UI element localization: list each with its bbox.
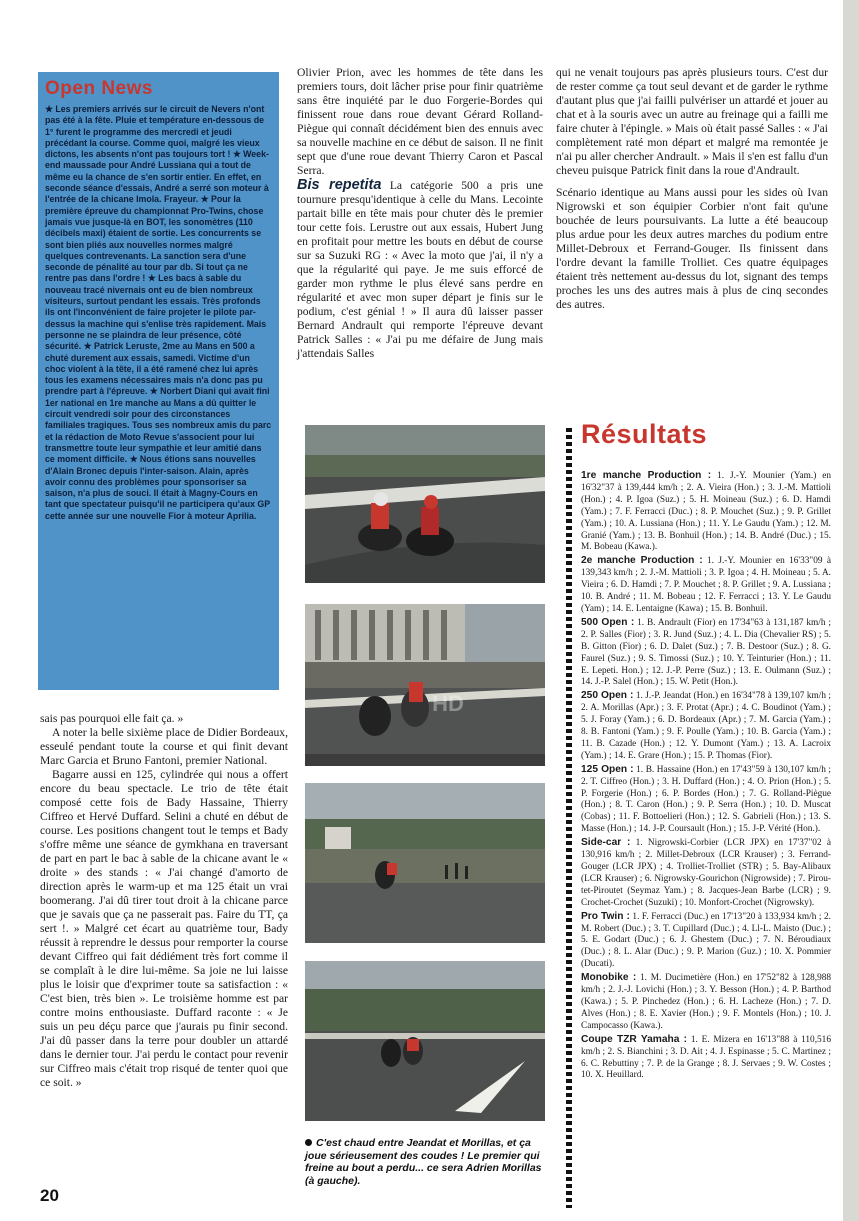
result-item: Monobike : 1. M. Ducimetière (Hon.) en 17'52"82 à 128,988 km/h ; 2. J.-J. Lovichi (Hon.) ; 3. Y. Besson (Hon.) ; 4. P. Barthod (Kawa.) ; 5. P. Pinchedez (Hon.) ; 6. H. Lacheze (Hon.) ; 7. D. Alves (Hon.) ; 8. E. Xavier (Hon.) ; 9. F. Montels (Hon.) ; 10. J. Campocasso (Kawa.). xyxy=(581,972,832,1031)
bullet-icon xyxy=(305,1139,312,1146)
result-item: Pro Twin : 1. F. Ferracci (Duc.) en 17'13"20 à 133,934 km/h ; 2. M. Robert (Duc.) ; 3. T. Cupillard (Duc.) ; 4. Ll-L. Maisto (Duc.) ; 5. E. Godart (Duc.) ; 6. J. Ghestem (Duc.) ; 7. N. Béroudiaux (Duc.) ; 8. L. Alar (Duc.) ; 9. P. Marion (Guz.) ; 10. X. Pommier (Ducati). xyxy=(581,910,831,970)
caption-text: C'est chaud entre Jeandat et Morillas, et ça joue sérieusement des coudes ! Le premier qui freine au bout a perdu... ce sera Adrien Morillas (à gauche). xyxy=(305,1137,542,1187)
col2-paragraph-2: La catégorie 500 a pris une tournure presqu'identique à celle du Mans. Lecointe partait bille en tête mais pour chuter dès le premier tour cette fois. Lerustre out aux essais, Hubert Jung en profitait pour mettre les bouts en début de course sur sa Suzuki RG : « Avec la moto que j'ai, il n'y a que la régularité qui paye. Je me suis efforcé de garder mon rythme le plus élevé sans perdre en régularité et avec mon super départ je finis sur le podium, c'est génial ! » Il aura dû laisser passer Bernard Andrault qui remporte l'épreuve devant Patrick Salles : « J'ai pu me défaire de Jung mais j'attendais Salles xyxy=(297,179,543,360)
results-title: Résultats xyxy=(581,419,708,449)
article-column-2 xyxy=(297,66,543,369)
result-item: 125 Open : 1. B. Hassaine (Hon.) en 17'43"59 à 130,107 km/h ; 2. T. Ciffreo (Hon.) ; 3. H. Duffard (Hon.) ; 4. O. Prion (Hon.) ; 5. P. Forgerie (Hon.) ; 6. P. Bordes (Hon.) ; 7. G. Rolland-Piègue (Hon.) ; 8. T. Caron (Hon.) ; 9. P. Serra (Hon.) ; 10. D. Muscat (Cobas) ; 11. F. Bottoelieri (Hon.) ; 12. S. Gabrieli (Hon.) ; 13. S. Masse (Hon.) ; 14. J-P. Coursault (Hon.) ; 15. J-P. Vérité (Hon.). xyxy=(581,763,831,835)
result-item: Side-car : 1. Nigrowski-Corbier (LCR JPX) en 17'37"02 à 130,916 km/h ; 2. Millet-Debroux (LCR Krauser) ; 3. Ferrand-Gouger (LCR JPX) ; 4. Trolliet-Trolliet (STR) ; 5. Bay-Alibaux (LCR Krauser) ; 6. Nigrowsky-Gourichon (Nigrowside) ; 7. Pirou-tet-Piroutet (Seymaz Yam.) ; 8. Jacques-Jean Barbe (LCR) ; 9. Crochet-Crochet (Suzuki) ; 10. Monfort-Crochet (Nigrowsky). xyxy=(581,837,831,908)
page-edge xyxy=(843,0,859,1221)
page-number: 20 xyxy=(40,1186,59,1205)
result-item: 1re manche Production : 1. J.-Y. Mounier (Yam.) en 16'32"37 à 139,444 km/h ; 2. A. Vieira (Hon.) ; 3. J.-M. Mattioli (Hon.) ; 4. P. Igoa (Suz.) ; 5. H. Moineau (Suz.) ; 6. D. Hamdi (Yam.) ; 7. F. Ferracci (Duc.) ; 8. P. Mouchet (Suz.) ; 9. P. Grillet (Yam.) ; 10. A. Lussiana (Hon.) ; 11. Y. Le Gaudu (Yam.) ; 12. M. Granié (Yam.) ; 13. B. Bonhuil (Hon.) ; 14. B. André (Duc.) ; 15. M. Bobeau (Kawa.). xyxy=(581,470,831,553)
col1-paragraph-3: Bagarre aussi en 125, cylindrée qui nous a offert encore du beau spectacle. Le trio de tête était composé cette fois de Bady Hassaine, Thierry Ciffreo et Hervé Duffard. Selini a chuté en début de course. Les positions changent tout le temps et Bady s'offre même une séance de gymkhana en traversant de part en part le bac à sable de la chicane avant le « droite » des stands : « J'ai changé d'amorto de direction après le warm-up et ma 125 était un vrai boomerang. J'ai dû tirer tout droit à la chicane parce que je savais que ça ne passerait pas. Faire du TT, ça sert !. » Malgré cet écart au quatrième tour, Bady réussit à reprendre le dessus pour remporter la course devant Ciffreo qui fait dédiément très fort comme il se complaît à le dire lui-même. Sa joie ne lui laisse plus le loisir que d'exprimer toute sa satisfaction : « C'est bien, très bien ». Le troisième homme est par contre moins enthousiaste. Duffard raconte : « Je suis un peu déçu parce que j'aurais pu finir second. J'ai dû passer dans la terre pour doubler un attardé dans le dernier tour. J'ai perdu le contact pour revenir sur Ciffreo mais c'était trop risqué de tenter quoi que ce soit. » xyxy=(40,768,288,1089)
race-photo-4 xyxy=(305,961,545,1121)
photo-caption xyxy=(305,1137,550,1187)
checkered-flag-border xyxy=(566,428,572,1208)
result-item: Coupe TZR Yamaha : 1. E. Mizera en 16'13"88 à 110,516 km/h ; 2. S. Bianchini ; 3. D. Ait ; 4. J. Espinasse ; 5. C. Martinez ; 6. C. Rebuttiny ; 7. P. de la Grange ; 8. J. Servaes ; 9. W. Costes ; 10. X. Heuillard. xyxy=(581,1033,831,1081)
col1-paragraph-2: A noter la belle sixième place de Didier Bordeaux, esseulé pendant toute la course et qui finit devant Marc Garcia et Bruno Fantoni, premier National. xyxy=(40,726,288,767)
article-column-1 xyxy=(40,712,288,1098)
article-column-3 xyxy=(556,66,828,320)
result-item: 2e manche Production : 1. J.-Y. Mounier en 16'33"09 à 139,343 km/h ; 2. J.-M. Mattioli ; 3. P. Igoa ; 4. H. Moineau ; 5. A. Vieira ; 6. D. Hamdi ; 7. P. Mouchet ; 8. P. Grillet ; 9. A. Lussiana ; 10. B. André ; 11. M. Bobeau ; 12. F. Ferracci ; 13. Y. Le Gaudu (Yam) ; 14. E. Lentaigne (Kawa) ; 15. B. Bonhuil. xyxy=(581,555,831,614)
race-photo-3 xyxy=(305,783,545,943)
open-news-sidebar xyxy=(38,72,279,690)
col2-paragraph-1: Olivier Prion, avec les hommes de tête dans les premiers tours, doit lâcher prise pour finir quatrième sans être inquiété par le duo Forgerie-Bordes qui finissent roue dans roue devant Gérard Rolland-Piègue qui connaît décidément bien des ennuis avec sa nouvelle machine en ce début de saison. Il ne finit sept que d'une roue devant Thierry Caron et Pascal Serra. xyxy=(297,66,543,177)
section-lead-bis-repetita: Bis repetita xyxy=(297,177,382,193)
col3-paragraph-2: Scénario identique au Mans aussi pour les sides où Ivan Nigrowski et son équipier Corbier n'ont fait qu'une bouchée de leurs poursuivants. La lutte a été beaucoup plus ardue pour les deux autres marches du podium entre Millet-Debroux et Ferrand-Gouger. Ils finissent dans l'ordre devant la famille Trolliet. Ces quatre équipages étaient très nettement au-dessus du lot, signant des temps proches les uns des autres mais à plus de cinq secondes des autres. xyxy=(556,186,828,311)
sidebar-title: Open News xyxy=(45,78,153,99)
result-item: 500 Open : 1. B. Andrault (Fior) en 17'34"63 à 131,187 km/h ; 2. P. Salles (Fior) ; 3. R. Jund (Suz.) ; 4. L. Dia (Chevalier RS) ; 5. B. Gitton (Fior) ; 6. D. Dalet (Suz.) ; 7. B. Destoor (Suz.) ; 8. G. Faurel (Suz.) ; 9. S. Timossi (Suz.) ; 10. Y. Teinturier (Hon.) ; 11. E. Lepeti. Hon.) ; 12. J.-P. Perre (Suz.) ; 13. E. Oulmann (Suz.) ; 14. J.-P. Salel (Hon.) ; 15. W. Petit (Hon.). xyxy=(581,616,831,688)
results-list xyxy=(581,470,831,1083)
result-item: 250 Open : 1. J.-P. Jeandat (Hon.) en 16'34"78 à 139,107 km/h ; 2. A. Morillas (Apr.) ; 3. F. Protat (Apr.) ; 4. C. Boudinot (Yam.) ; 5. J. Foray (Yam.) ; 6. D. Bordeaux (Apr.) ; 7. M. Garcia (Yam.) ; 8. B. Fantoni (Yam.) ; 9. F. Poulle (Yam.) ; 10. B. Garcia (Yam.) ; 11. B. Cazade (Hon.) ; 12. Y. Dumont (Yam.) ; 13. A. Lacroix (Yam.) ; 14. E. Grare (Hon.) ; 15. P. Thomas (Fior). xyxy=(581,690,832,761)
col1-paragraph-1: sais pas pourquoi elle fait ça. » xyxy=(40,712,184,725)
col3-paragraph-1: qui ne venait toujours pas après plusieurs tours. C'est dur de rester comme ça tout seul devant et de garder le rythme d'autant plus que j'ai failli pulvériser un attardé et jouer au chat et à la souris avec un autre au freinage qui a failli me faire chuter à l'épingle. » Mais où était passé Salles : « J'ai complètement raté mon départ et malgré ma remontée je n'ai pu aller chercher Andrault. » Mais il s'en est fallu d'un cheveu puisque Patrick finit dans la roue d'Andrault. xyxy=(556,66,828,177)
race-photo-1 xyxy=(305,425,545,583)
sidebar-text: ★ Les premiers arrivés sur le circuit de Nevers n'ont pas été à la fête. Pluie et température en-dessous de 1° furent le programme des mercredi et jeudi précédant la course. Comme quoi, malgré les vieux dictons, les absents n'ont pas toujours tort ! ★ Week-end maussade pour André Lussiana qui a tout de même eu la chance de s'en sortir entier. En effet, en seconde séance d'essais, André a serré son moteur à l'entrée de la chicane Imola. Frayeur. ★ Pour la première épreuve du championnat Pro-Twins, chose jamais vue jusque-là en BOT, les sonomètres (110 décibels maxi) étaient de sortie. Les concurrents se sont bien pliés aux nouvelles normes malgré quelques contrevenants. La sanction sera d'une seconde de pénalité au tour par db. Si tout ça ne rentre pas dans l'ordre ! ★ Les bacs à sable du nouveau tracé nivernais ont eu de bien nombreux visiteurs, surtout pendant les essais. Très profonds ils ont l'inconvénient de faire projeter le pilote par-dessus la machine qui s'enlise très rapidement. Mais personne ne se plaindra de leur présence, côté sécurité. ★ Patrick Leruste, 2me au Mans en 500 a chuté durement aux essais, samedi. Victime d'un choc violent à la tête, il a été ramené chez lui après tous les examens nécessaires mais n'a donc pas pu prendre part à l'épreuve. ★ Norbert Diani qui avait fini 1er national en 1re manche au Mans a dû quitter le circuit vendredi soir pour des circonstances familiales tragiques. Tous ses nombreux amis du parc et la rédaction de Moto Revue s'associent pour lui transmettre toute leur sympathie et leur amitié dans ce moment difficile. ★ Nous étions sans nouvelles d'Alain Bronec depuis l'inter-saison. Alain, après avoir connu des problèmes pour sponsoriser sa saison, n'a plus de souci. Il était à Magny-Cours en tant que spectateur puisqu'il ne participera qu'aux GP cette année sur une nouvelle Fior à moteur Aprilia. xyxy=(45,104,272,521)
watermark: HD xyxy=(432,691,464,716)
race-photo-2 xyxy=(305,604,545,766)
